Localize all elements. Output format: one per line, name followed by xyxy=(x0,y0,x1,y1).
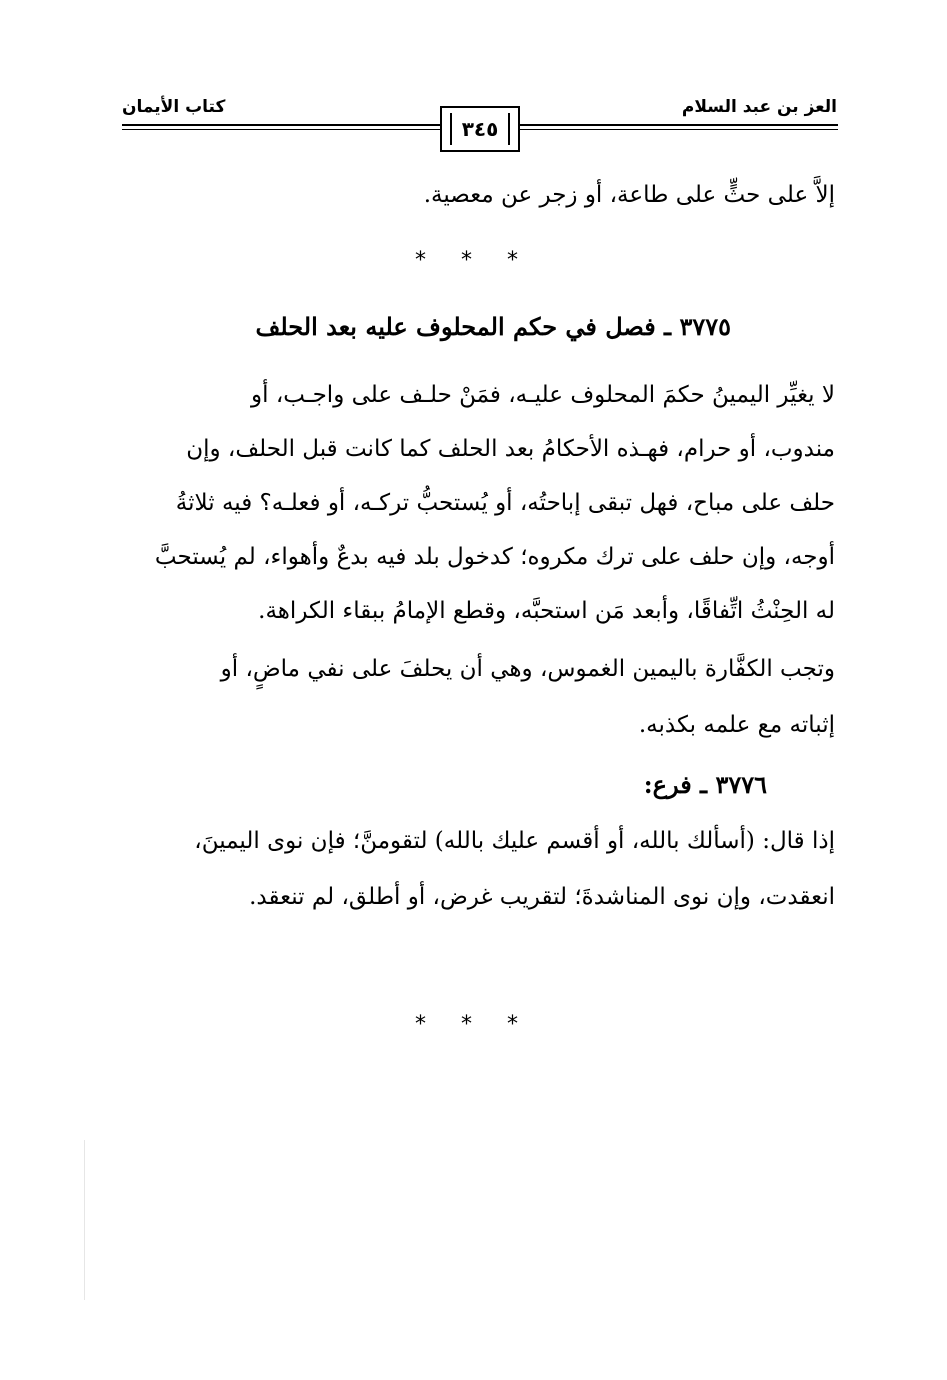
paragraph-1-line-4: أوجه، وإن حلف على ترك مكروه؛ كدخول بلد فيه بدعٌ وأهواء، لم يُستحبَّ xyxy=(154,544,835,570)
separator-stars-1: * * * xyxy=(415,248,532,273)
header-rule-left xyxy=(122,124,440,126)
paragraph-1-line-5: له الحِنْثُ اتِّفاقًا، وأبعد مَن استحبَّه، وقطع الإمامُ ببقاء الكراهة. xyxy=(258,598,835,624)
intro-line: إلاَّ على حثٍّ على طاعة، أو زجر عن معصية. xyxy=(423,182,835,208)
paragraph-3-line-2: انعقدت، وإن نوى المناشدةَ؛ لتقريب غرض، أو أطلق، لم تنعقد. xyxy=(249,884,835,910)
subheading-far3: ٣٧٧٦ ـ فرع: xyxy=(643,770,767,799)
paragraph-1-line-1: لا يغيِّر اليمينُ حكمَ المحلوف عليـه، فمَنْ حلـف على واجـب، أو xyxy=(251,382,835,408)
paragraph-2-line-1: وتجب الكفَّارة باليمين الغموس، وهي أن يحلفَ على نفي ماضٍ، أو xyxy=(220,656,835,682)
running-header-author: العز بن عبد السلام xyxy=(681,97,837,117)
page-number: ٣٤٥ xyxy=(461,117,499,141)
paragraph-2-line-2: إثباته مع علمه بكذبه. xyxy=(638,712,835,738)
header-rule-right xyxy=(520,124,838,126)
running-header-section: كتاب الأيمان xyxy=(122,97,226,117)
scan-edge-mark xyxy=(84,1140,85,1300)
paragraph-1-line-3: حلف على مباح، فهل تبقى إباحتُه، أو يُستحبُّ تركـه، أو فعلـه؟ فيه ثلاثةُ xyxy=(175,490,835,516)
header-rule-left-thin xyxy=(122,129,440,130)
paragraph-3-line-1: إذا قال: (أسألك بالله، أو أقسم عليك بالله) لتقومنَّ؛ فإن نوى اليمينَ، xyxy=(194,828,835,854)
section-heading: ٣٧٧٥ ـ فصل في حكم المحلوف عليه بعد الحلف xyxy=(255,312,731,341)
page-number-frame xyxy=(440,106,520,152)
header-rule-right-thin xyxy=(520,129,838,130)
paragraph-1-line-2: مندوب، أو حرام، فهـذه الأحكامُ بعد الحلف كما كانت قبل الحلف، وإن xyxy=(186,436,835,462)
separator-stars-2: * * * xyxy=(415,1012,532,1037)
